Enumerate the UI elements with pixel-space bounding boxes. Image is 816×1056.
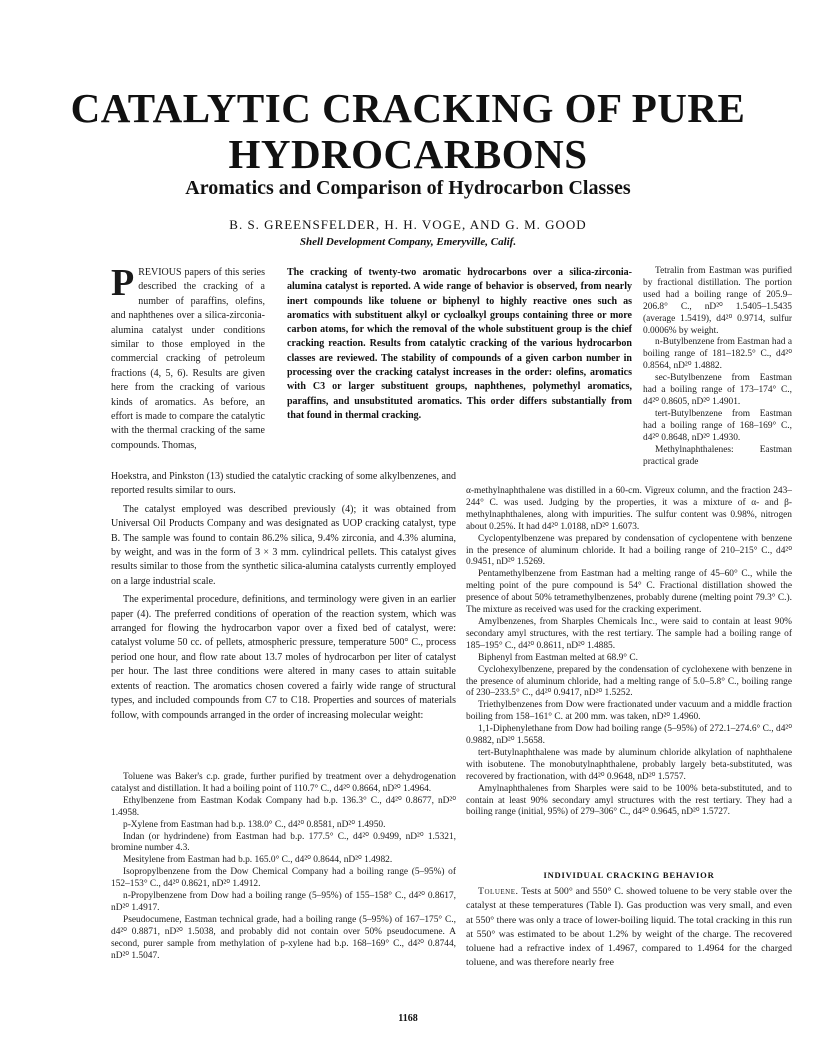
intro-wide-block <box>111 470 456 727</box>
material-entry: Mesitylene from Eastman had b.p. 165.0° C., d4²⁰ 0.8644, nD²⁰ 1.4982. <box>123 855 393 866</box>
abstract: The cracking of twenty-two aromatic hydrocarbons over a silica-zirconia-alumina catalyst is reported. A wide range of behavior is observed, from nearly inert compounds like toluene or biphenyl to highly reactive ones such as aromatics with substituent alkyl or cycloalkyl groups containing three or more carbon atoms, for which the removal of the whole substituent group is the chief cracking reaction. Results from catalytic cracking of the various hydrocarbon classes are reviewed. The stability of compounds of a given carbon number in processing over the cracking catalyst increases in the order: olefins, aromatics with C3 or larger substituent groups, naphthenes, polymethyl aromatics, paraffins, and unsubstituted aromatics. This order differs substantially from that found in thermal cracking. <box>287 267 632 421</box>
material-entry: Amylnaphthalenes from Sharples were said to be 100% beta-substituted, and to contain at least 90% secondary amyl structures with the rest tertiary. They had a boiling range (initial, 95%) of 279–306° C., d4²⁰ 0.9645, nD²⁰ 1.5727. <box>466 783 792 818</box>
intro-narrow-block <box>111 262 265 453</box>
intro-paragraph-1-start: REVIOUS papers of this series described the cracking of a number of paraffins, olefins, and naphthenes over a silica-zirconia-alumina catalyst under conditions similar to those employed in the commercial cracking of petroleum fractions (4, 5, 6). Results are given here from the cracking of various kinds of aromatics. As before, an effort is made to compare the catalytic with the thermal cracking of the same compounds. Thomas, <box>111 267 265 451</box>
section-body <box>466 885 792 971</box>
affiliation: Shell Development Company, Emeryville, Calif. <box>299 236 517 248</box>
material-entry: Pseudocumene, Eastman technical grade, had a boiling range (5–95%) of 167–175° C., d4²⁰ 0.8871, nD²⁰ 1.5038, and probably did not contain over 50% pseudocumene. A second, purer sample from methylation of p-xylene had b.p. 168–169° C., d4²⁰ 0.8744, nD²⁰ 1.5047. <box>111 914 456 961</box>
intro-paragraph-1-end: Hoekstra, and Pinkston (13) studied the catalytic cracking of some alkylbenzenes, and reported results similar to ours. <box>111 471 456 497</box>
authors: B. S. GREENSFELDER, H. H. VOGE, AND G. M. GOOD <box>229 217 587 232</box>
material-entry: tert-Butylnaphthalene was made by aluminum chloride alkylation of naphthalene with isobutene. The monobutylnaphthalene, probably largely beta-substituted, was recovered by fractionation, with d4²⁰ 0.9648, nD²⁰ 1.5757. <box>466 747 792 782</box>
material-entry: Cyclopentylbenzene was prepared by condensation of cyclopentene with benzene in the presence of aluminum chloride. It had a boiling range of 210–215° C., d4²⁰ 0.9451, nD²⁰ 1.5269. <box>466 533 792 568</box>
materials-right-top-list <box>643 266 792 468</box>
section-lead: Toluene. <box>478 886 519 897</box>
material-entry: Toluene was Baker's c.p. grade, further purified by treatment over a dehydrogenation catalyst and distillation. It had a boiling point of 110.7° C., d4²⁰ 0.8664, nD²⁰ 1.4964. <box>111 772 456 794</box>
title-line-1: CATALYTIC CRACKING OF PURE <box>70 85 746 131</box>
material-entry: Amylbenzenes, from Sharples Chemicals Inc., were said to contain at least 90% secondary amyl structures, with the rest tertiary. The sample had a boiling range of 185–195° C., d4²⁰ 0.8611, nD²⁰ 1.4885. <box>466 616 792 651</box>
materials-right-list <box>466 486 792 819</box>
material-entry: Tetralin from Eastman was purified by fractional distillation. The portion used had a boiling range of 205.9–206.8° C., nD²⁰ 1.5405–1.5435 (average 1.5419), d4²⁰ 0.9714, sulfur 0.0006% by weight. <box>643 266 792 336</box>
material-entry: n-Propylbenzene from Dow had a boiling range (5–95%) of 155–158° C., d4²⁰ 0.8617, nD²⁰ 1.4917. <box>111 891 456 913</box>
intro-paragraph-2: The catalyst employed was described previously (4); it was obtained from Universal Oil Products Company and was designated as UOP cracking catalyst, type B. The sample was found to contain 86.2% silica, 9.4% zirconia, and 4.3% alumina, by weight, and was in the form of 3 × 3 mm. cylindrical pellets. This catalyst gives results similar to those from the synthetic silica-alumina catalysts currently employed on a large industrial scale. <box>111 503 456 587</box>
material-entry: sec-Butylbenzene from Eastman had a boiling range of 173–174° C., d4²⁰ 0.8605, nD²⁰ 1.4901. <box>643 373 792 407</box>
material-entry: Methylnaphthalenes: Eastman practical grade <box>643 444 792 467</box>
material-entry: p-Xylene from Eastman had b.p. 138.0° C., d4²⁰ 0.8581, nD²⁰ 1.4950. <box>123 819 386 830</box>
article-title <box>60 85 756 177</box>
drop-cap: P <box>111 262 135 304</box>
material-entry: n-Butylbenzene from Eastman had a boiling range of 181–182.5° C., d4²⁰ 0.8564, nD²⁰ 1.4882. <box>643 337 792 372</box>
section-text: Tests at 500° and 550° C. showed toluene to be very stable over the catalyst at these temperatures (Table I). Gas production was very small, and even at 550° there was only a trace of lower-boiling liquid. The total cracking in this run at 550° was estimated to be about 1.2% by weight of the charge. The recovered toluene had a refractive index of 1.4967, compared to 1.4964 for the charged toluene, and was therefore nearly free <box>466 886 793 969</box>
material-entry: Indan (or hydrindene) from Eastman had b.p. 177.5° C., d4²⁰ 0.9499, nD²⁰ 1.5321, bromine number 4.3. <box>111 831 456 854</box>
materials-left-list <box>111 772 456 963</box>
title-line-2: HYDROCARBONS <box>228 131 588 177</box>
material-entry: Biphenyl from Eastman melted at 68.9° C. <box>478 652 638 663</box>
material-entry: Ethylbenzene from Eastman Kodak Company had b.p. 136.3° C., d4²⁰ 0.8677, nD²⁰ 1.4958. <box>111 795 456 818</box>
material-entry: tert-Butylbenzene from Eastman had a boiling range of 168–169° C., d4²⁰ 0.8648, nD²⁰ 1.4930. <box>643 408 792 443</box>
material-entry: Cyclohexylbenzene, prepared by the condensation of cyclohexene with benzene in the presence of aluminum chloride, had a melting range of 5.0–5.8° C., boiling range of 230–233.5° C., d4²⁰ 0.9417, nD²⁰ 1.5252. <box>466 664 792 699</box>
material-entry: Pentamethylbenzene from Eastman had a melting range of 45–60° C., while the melting point of the pure compound is 54° C. Fractional distillation showed the presence of about 50% tetramethylbenzenes, probably durene (melting point 79.3° C.). The mixture as received was used for the cracking experiment. <box>466 569 792 616</box>
section-heading: INDIVIDUAL CRACKING BEHAVIOR <box>543 870 715 880</box>
article-subtitle: Aromatics and Comparison of Hydrocarbon Classes <box>185 177 631 199</box>
intro-paragraph-3: The experimental procedure, definitions, and terminology were given in an earlier paper (4). The preferred conditions of operation of the reaction system, which was arranged for flowing the hydrocarbon vapor over a fixed bed of catalyst, were: catalyst volume 50 cc. of pellets, atmospheric pressure, temperature 500° C., process period one hour, and flow rate about 13.7 moles of hydrocarbon per liter of catalyst per hour. The last three conditions were altered in many cases to attain suitable extents of reaction. The aromatics chosen covered a fairly wide range of structural types, and included compounds from C7 to C18. Properties and sources of materials follow, with compounds arranged in the order of increasing molecular weight: <box>111 594 456 721</box>
material-entry: Triethylbenzenes from Dow were fractionated under vacuum and a middle fraction boiling from 158–161° C. at 200 mm. was taken, nD²⁰ 1.4960. <box>466 700 792 723</box>
page-number: 1168 <box>398 1013 418 1024</box>
material-entry: Isopropylbenzene from the Dow Chemical Company had a boiling range (5–95%) of 152–153° C., d4²⁰ 0.8621, nD²⁰ 1.4912. <box>111 867 456 890</box>
material-entry: α-methylnaphthalene was distilled in a 60-cm. Vigreux column, and the fraction 243–244° C. was used. Judging by the properties, it was a mixture of α- and β-methylnaphthalenes, along with impurities. The sulfur content was 0.98%, nitrogen about 0.25%. It had d4²⁰ 1.0188, nD²⁰ 1.6073. <box>466 486 792 532</box>
material-entry: 1,1-Diphenylethane from Dow had boiling range (5–95%) of 272.1–274.6° C., d4²⁰ 0.9882, nD²⁰ 1.5658. <box>466 724 792 747</box>
